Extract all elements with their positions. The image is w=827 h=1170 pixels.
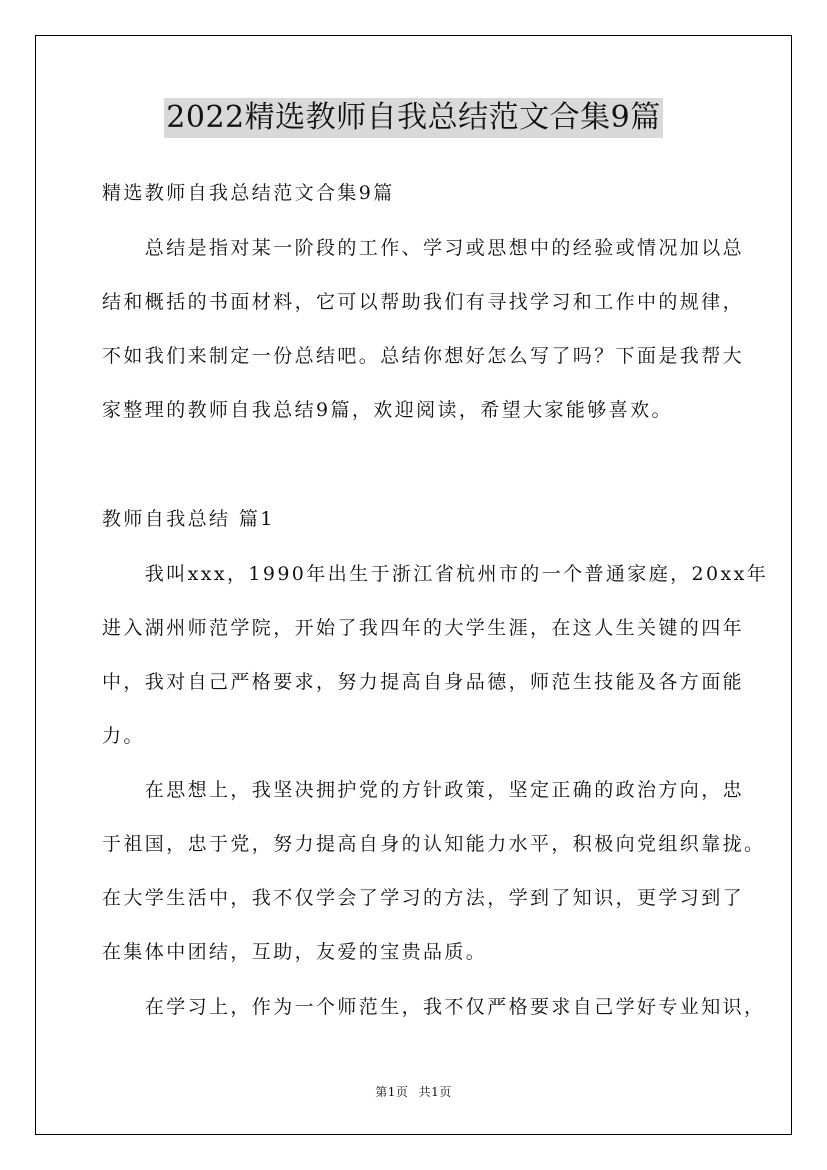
- paragraph-line: 我叫xxx，1990年出生于浙江省杭州市的一个普通家庭，20xx年: [102, 563, 769, 585]
- paragraph-line: 在大学生活中，我不仅学会了学习的方法，学到了知识，更学习到了: [102, 887, 745, 909]
- paragraph-line: 于祖国，忠于党，努力提高自身的认知能力水平，积极向党组织靠拢。: [102, 833, 766, 855]
- paragraph-line: 总结是指对某一阶段的工作、学习或思想中的经验或情况加以总: [102, 237, 745, 259]
- document-title: 2022精选教师自我总结范文合集9篇: [164, 98, 662, 138]
- paragraph-line: 中，我对自己严格要求，努力提高自身品德，师范生技能及各方面能: [102, 671, 745, 693]
- page-number-current: 第1页: [375, 1085, 409, 1099]
- paragraph-line: 家整理的教师自我总结9篇，欢迎阅读，希望大家能够喜欢。: [102, 399, 673, 421]
- section-heading: 教师自我总结 篇1: [102, 508, 275, 530]
- paragraph-line: 力。: [102, 725, 145, 747]
- paragraph-line: 在思想上，我坚决拥护党的方针政策，坚定正确的政治方向，忠: [102, 779, 745, 801]
- paragraph-line: 在学习上，作为一个师范生，我不仅严格要求自己学好专业知识，: [102, 996, 766, 1018]
- paragraph-line: 进入湖州师范学院，开始了我四年的大学生涯，在这人生关键的四年: [102, 617, 745, 639]
- page-footer: [0, 1083, 827, 1100]
- page-number-total: 共1页: [418, 1085, 452, 1099]
- title-container: [0, 98, 827, 138]
- paragraph-line: 在集体中团结，互助，友爱的宝贵品质。: [102, 941, 488, 963]
- paragraph-line: 不如我们来制定一份总结吧。总结你想好怎么写了吗？下面是我帮大: [102, 345, 745, 367]
- subtitle-line: 精选教师自我总结范文合集9篇: [102, 182, 395, 204]
- paragraph-line: 结和概括的书面材料，它可以帮助我们有寻找学习和工作中的规律，: [102, 291, 745, 313]
